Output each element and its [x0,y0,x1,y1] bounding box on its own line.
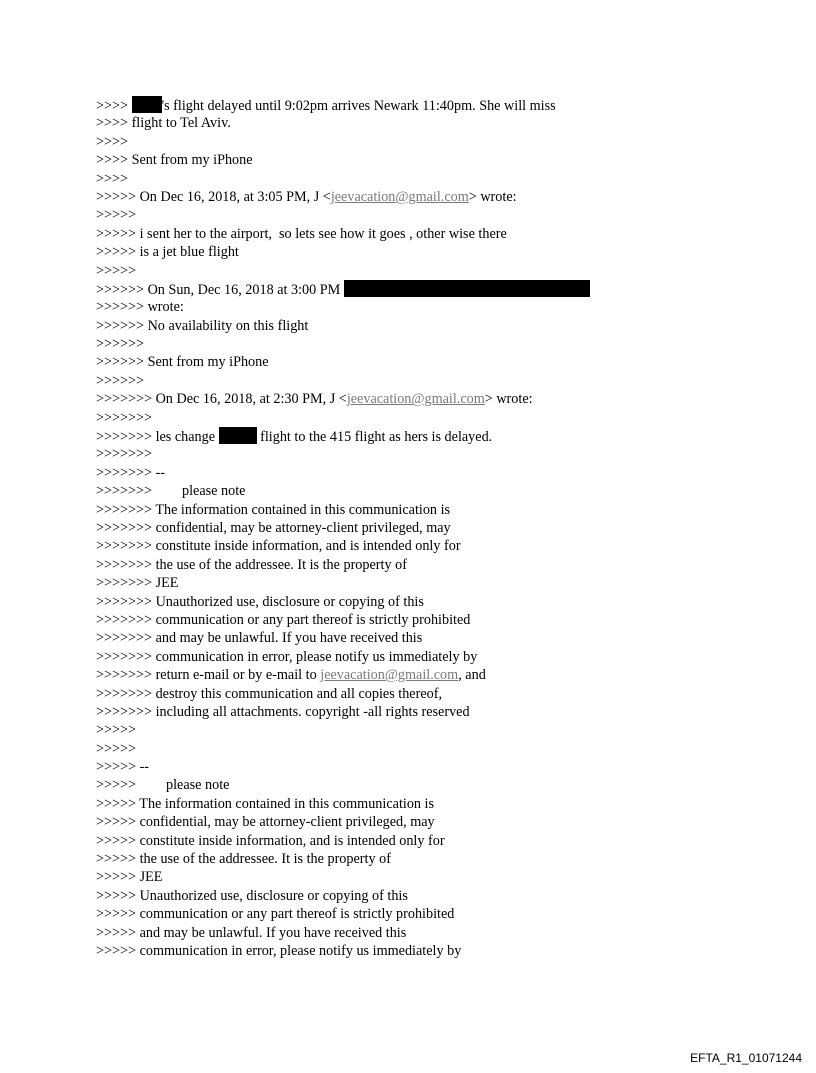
line-text: JEE [155,575,179,592]
line-text: communication in error, please notify us immediately by [139,942,462,959]
line-text: , and [458,667,486,684]
line-text: is a jet blue flight [139,244,239,261]
email-line [96,758,736,776]
quote-marker: >>>>>> [96,299,148,316]
quote-marker: >>>>> [96,188,140,205]
email-link[interactable]: jeevacation@gmail.com [330,188,469,205]
email-line [96,666,736,684]
email-line [96,427,736,445]
line-text: On Dec 16, 2018, at 2:30 PM, J < [155,391,347,408]
line-text: > wrote: [484,391,533,408]
quote-marker: >>>>>>> [96,429,156,446]
email-line [96,262,736,280]
quote-marker: >>>>> [96,262,137,279]
line-text: confidential, may be attorney-client privileged, may [139,814,435,831]
quote-marker: >>>>> [96,244,140,261]
email-line [96,629,736,647]
quote-marker: >>>>>>> [96,446,153,463]
line-text: les change [155,429,219,446]
quote-marker: >>>>>>> [96,464,156,481]
quote-marker: >>>>>>> [96,575,156,592]
line-text: The information contained in this communication is [139,795,435,812]
quote-marker: >>>>>>> [96,409,153,426]
quote-marker: >>>> [96,115,132,132]
line-text: and may be unlawful. If you have received this [139,924,407,941]
quote-marker: >>>>>>> [96,556,156,573]
quote-marker: >>>>> [96,225,140,242]
quote-marker: >>>>>>> [96,391,156,408]
email-line [96,170,736,188]
email-line [96,832,736,850]
email-line [96,114,736,132]
email-line [96,611,736,629]
line-text: the use of the addressee. It is the property of [155,556,407,573]
quote-marker: >>>>> [96,832,140,849]
email-line [96,942,736,960]
line-text: wrote: [147,299,184,316]
document-id: EFTA_R1_01071244 [690,1051,802,1065]
quote-marker: >>>>> [96,814,140,831]
email-line [96,868,736,886]
quote-marker: >>>>>> [96,354,148,371]
email-line [96,206,736,224]
line-text: Unauthorized use, disclosure or copying of this [155,593,424,610]
line-text: please note [166,777,230,794]
email-line [96,924,736,942]
line-text: The information contained in this communication is [155,501,451,518]
quote-marker: >>>> [96,170,129,187]
email-line [96,905,736,923]
email-line [96,188,736,206]
quote-marker: >>>>> [96,869,140,886]
email-line [96,317,736,335]
email-line [96,298,736,316]
email-line [96,850,736,868]
quote-marker: >>>>>> [96,317,148,334]
quote-marker: >>>>>>> [96,611,156,628]
quote-marker: >>>>>> [96,372,145,389]
line-text: > wrote: [468,188,517,205]
email-line [96,776,736,794]
email-line [96,685,736,703]
email-line [96,280,736,298]
email-line [96,887,736,905]
quote-marker: >>>>>>> [96,501,156,518]
line-text: communication in error, please notify us immediately by [155,648,478,665]
line-text: Sent from my iPhone [147,354,269,371]
email-line [96,409,736,427]
line-text: destroy this communication and all copies thereof, [155,685,442,702]
email-line [96,648,736,666]
email-line [96,372,736,390]
line-text: flight to Tel Aviv. [131,115,231,132]
line-text: Unauthorized use, disclosure or copying of this [139,887,408,904]
quote-marker: >>>>>>> [96,667,156,684]
email-line [96,703,736,721]
line-text: including all attachments. copyright -all rights reserved [155,703,470,720]
quote-marker: >>>>> [96,906,140,923]
redaction-block [219,427,257,444]
email-line [96,740,736,758]
line-text: return e-mail or by e-mail to [155,667,321,684]
quote-marker: >>>>> [96,887,140,904]
quote-marker: >>>> [96,133,129,150]
quote-marker: >>>>> [96,924,140,941]
redaction-block [132,96,162,113]
email-line [96,813,736,831]
line-text: Sent from my iPhone [131,152,253,169]
email-line [96,556,736,574]
email-line [96,335,736,353]
line-text: please note [182,483,246,500]
line-text: 's flight delayed until 9:02pm arrives Newark 11:40pm. She will miss [161,98,556,114]
email-line [96,225,736,243]
line-text: the use of the addressee. It is the property of [139,851,391,868]
email-line [96,353,736,371]
line-text: JEE [139,869,163,886]
line-text: -- [139,759,150,776]
quote-marker: >>>>> [96,942,140,959]
quote-marker: >>>>>> [96,336,145,353]
email-line [96,482,736,500]
quote-marker: >>>> [96,98,132,114]
email-body [96,96,736,960]
email-line [96,795,736,813]
quote-marker: >>>>> [96,795,140,812]
email-line [96,151,736,169]
quote-marker: >>>>> [96,777,137,794]
line-text: communication or any part thereof is strictly prohibited [139,906,455,923]
email-line [96,96,736,114]
redaction-block [344,280,590,297]
line-text: constitute inside information, and is intended only for [155,538,461,555]
quote-marker: >>>>>>> [96,593,156,610]
quote-marker: >>>>>>> [96,519,156,536]
line-text: No availability on this flight [147,317,309,334]
email-line [96,574,736,592]
quote-marker: >>>>> [96,759,140,776]
email-line [96,501,736,519]
email-line [96,537,736,555]
quote-marker: >>>>>>> [96,703,156,720]
quote-marker: >>>>>>> [96,483,153,500]
email-line [96,593,736,611]
line-text: confidential, may be attorney-client privileged, may [155,519,451,536]
quote-marker: >>>>>>> [96,685,156,702]
line-text: constitute inside information, and is intended only for [139,832,445,849]
email-link[interactable]: jeevacation@gmail.com [346,391,485,408]
email-line [96,133,736,151]
email-line [96,464,736,482]
email-line [96,390,736,408]
quote-marker: >>>>>>> [96,648,156,665]
quote-marker: >>>> [96,152,132,169]
quote-marker: >>>>> [96,740,137,757]
email-link[interactable]: jeevacation@gmail.com [320,667,459,684]
quote-marker: >>>>> [96,851,140,868]
email-line [96,721,736,739]
line-text: and may be unlawful. If you have received this [155,630,423,647]
line-text: flight to the 415 flight as hers is delayed. [256,429,493,446]
line-text: On Sun, Dec 16, 2018 at 3:00 PM [147,281,344,298]
quote-marker: >>>>> [96,722,137,739]
line-text: communication or any part thereof is strictly prohibited [155,611,471,628]
quote-marker: >>>>>>> [96,538,156,555]
line-text: -- [155,464,166,481]
email-line [96,243,736,261]
quote-marker: >>>>> [96,207,137,224]
line-text: On Dec 16, 2018, at 3:05 PM, J < [139,188,331,205]
email-line [96,519,736,537]
line-text: i sent her to the airport, so lets see how it goes , other wise there [139,225,507,242]
email-line [96,445,736,463]
quote-marker: >>>>>>> [96,630,156,647]
quote-marker: >>>>>> [96,281,148,298]
